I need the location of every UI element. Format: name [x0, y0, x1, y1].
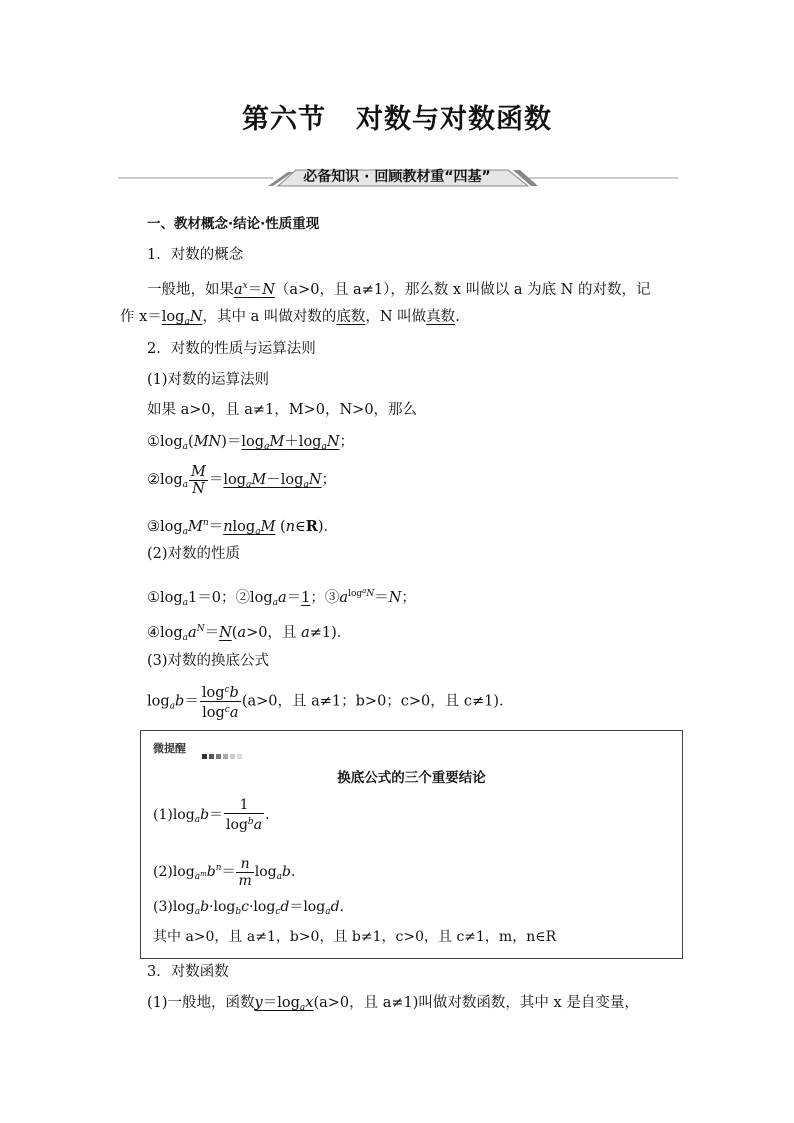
subheading: (1)对数的运算法则 — [147, 372, 270, 388]
item-heading: 1．对数的概念 — [147, 247, 244, 263]
banner-text: 必备知识 · 回顾教材重“四基” — [303, 169, 491, 185]
title-section: 第六节 — [242, 104, 326, 135]
term-base: 底数 — [336, 309, 366, 325]
formula-power: $③\log_aM^n=nlog_aM$ (n∈R)． — [147, 518, 339, 537]
tip-formula-3: $(3)\log_ab\cdot\log_bc\cdot\log_cd=\log_ad$. — [153, 899, 344, 917]
formula-properties: $①\log_a1=0$；$②\log_aa=1$；$③a^{log^aN}=N$； — [147, 587, 416, 608]
paragraph-line: 一般地，如果$a^x=N(a>0$，且 a≠1），那么数 x 叫做以 a 为底 N 的对数，记 — [147, 281, 651, 298]
title-topic: 对数与对数函数 — [356, 104, 552, 135]
definition-expr: $a^x=N$ — [234, 281, 275, 298]
tip-label: 微提醒 — [153, 742, 186, 755]
tip-box — [140, 730, 683, 959]
item-heading: 2．对数的性质与运算法则 — [147, 341, 316, 357]
formula-product: $①\log_a(MN)=\log_aM+\log_aN$； — [147, 434, 355, 452]
formula-change-of-base: $\log_ab=$ $\frac{\log^cb}{\log^ca}$ (a>0，且 a≠1；b>0；c>0，且 c≠1)． — [147, 682, 514, 725]
tip-formula-2: $(2)\log_{a^m}b^n=$ $\frac{n}{m}$ $\log_ab$. — [153, 855, 296, 889]
tip-condition: 其中 a>0，且 a≠1，b>0，且 b≠1，c>0，且 c≠1，m，n∈R — [153, 929, 557, 945]
tip-title: 换底公式的三个重要结论 — [337, 770, 486, 786]
log-notation: $\log_aN$ — [161, 309, 203, 327]
term-argument: 真数 — [426, 309, 456, 325]
item-heading: 3．对数函数 — [147, 964, 229, 980]
paragraph-line: 作 $x=\log_aN$，其中 a 叫做对数的底数，N 叫做真数. — [120, 309, 460, 327]
paragraph-line: (1)一般地，函数$y=\log_ax(a>0$，且 a≠1)叫做对数函数，其中 x 是自变量， — [147, 995, 639, 1013]
formula-quotient: $②\log_a$ $\frac{M}{N}$ $=\log_aM-\log_aN$； — [147, 463, 336, 497]
subheading: (3)对数的换底公式 — [147, 653, 270, 669]
section-heading: 一、教材概念·结论·性质重现 — [147, 216, 320, 232]
function-expr: $y=\log_ax$ — [254, 995, 314, 1013]
formula-inverse: $④\log_aa^N=N(a>0$，且 a≠1)． — [147, 624, 352, 643]
condition-text: 如果 a>0，且 a≠1，M>0，N>0，那么 — [147, 402, 418, 418]
page-title — [0, 97, 794, 136]
tip-squares — [202, 744, 244, 763]
subheading: (2)对数的性质 — [147, 546, 241, 562]
tip-formula-1: $(1)\log_ab=$ $\frac{1}{\log^ba}$ . — [153, 797, 270, 833]
